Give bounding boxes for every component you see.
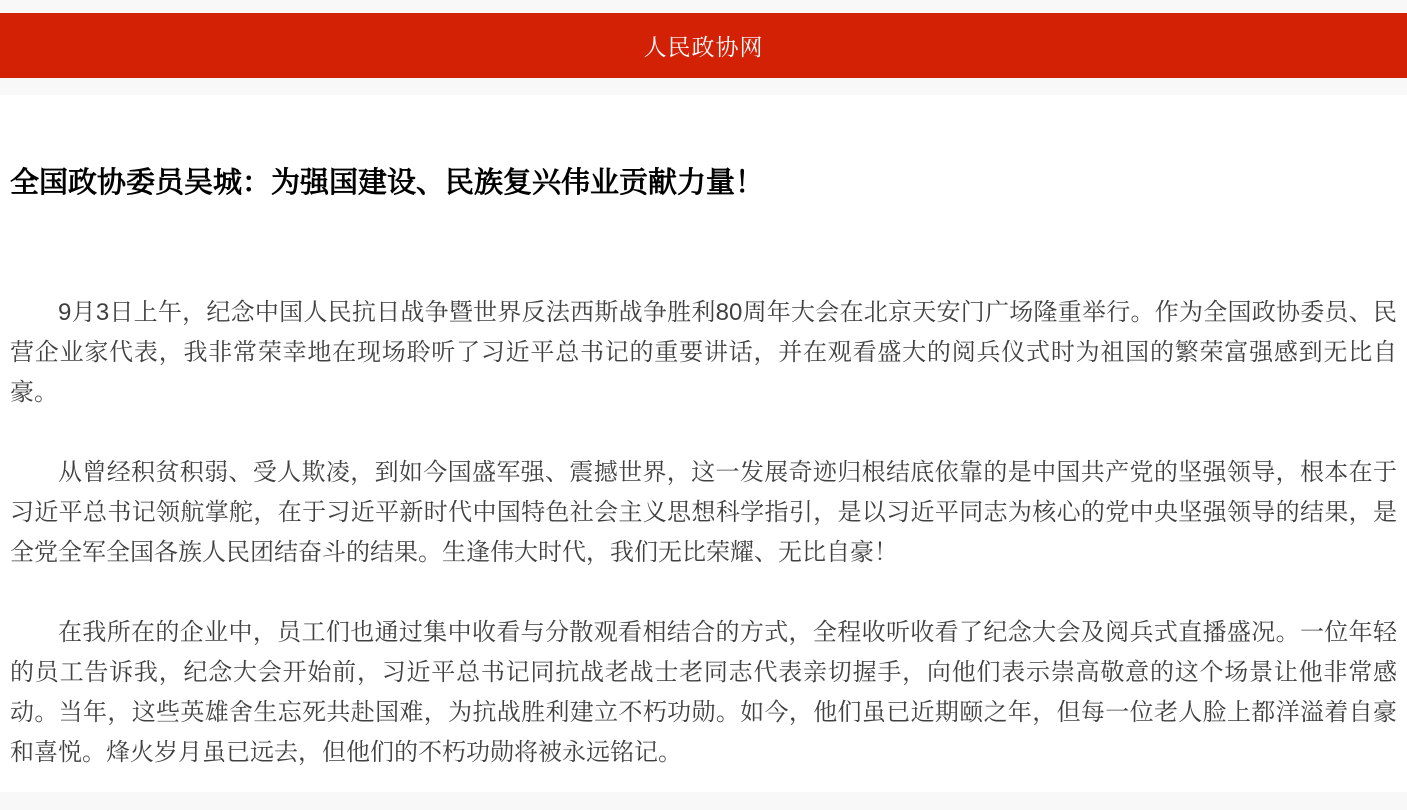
article-content: [0, 95, 1407, 792]
article-paragraph: 9月3日上午，纪念中国人民抗日战争暨世界反法西斯战争胜利80周年大会在北京天安门广场隆重举行。作为全国政协委员、民营企业家代表，我非常荣幸地在现场聆听了习近平总书记的重要讲话，并在观看盛大的阅兵仪式时为祖国的繁荣富强感到无比自豪。: [10, 299, 1397, 406]
page-title: 全国政协委员吴城：为强国建设、民族复兴伟业贡献力量！: [10, 167, 765, 199]
site-header-bar: [0, 13, 1407, 78]
site-name-link[interactable]: 人民政协网: [643, 34, 764, 60]
article-paragraph: 在我所在的企业中，员工们也通过集中收看与分散观看相结合的方式，全程收听收看了纪念大会及阅兵式直播盛况。一位年轻的员工告诉我，纪念大会开始前，习近平总书记同抗战老战士老同志代表亲切握手，向他们表示崇高敬意的这个场景让他非常感动。当年，这些英雄舍生忘死共赴国难，为抗战胜利建立不朽功勋。如今，他们虽已近期颐之年，但每一位老人脸上都洋溢着自豪和喜悦。烽火岁月虽已远去，但他们的不朽功勋将被永远铭记。: [10, 619, 1397, 766]
article-paragraph: 从曾经积贫积弱、受人欺凌，到如今国盛军强、震撼世界，这一发展奇迹归根结底依靠的是中国共产党的坚强领导，根本在于习近平总书记领航掌舵，在于习近平新时代中国特色社会主义思想科学指引，是以习近平同志为核心的党中央坚强领导的结果，是全党全军全国各族人民团结奋斗的结果。生逢伟大时代，我们无比荣耀、无比自豪！: [10, 459, 1397, 566]
article-body: [10, 293, 1397, 773]
